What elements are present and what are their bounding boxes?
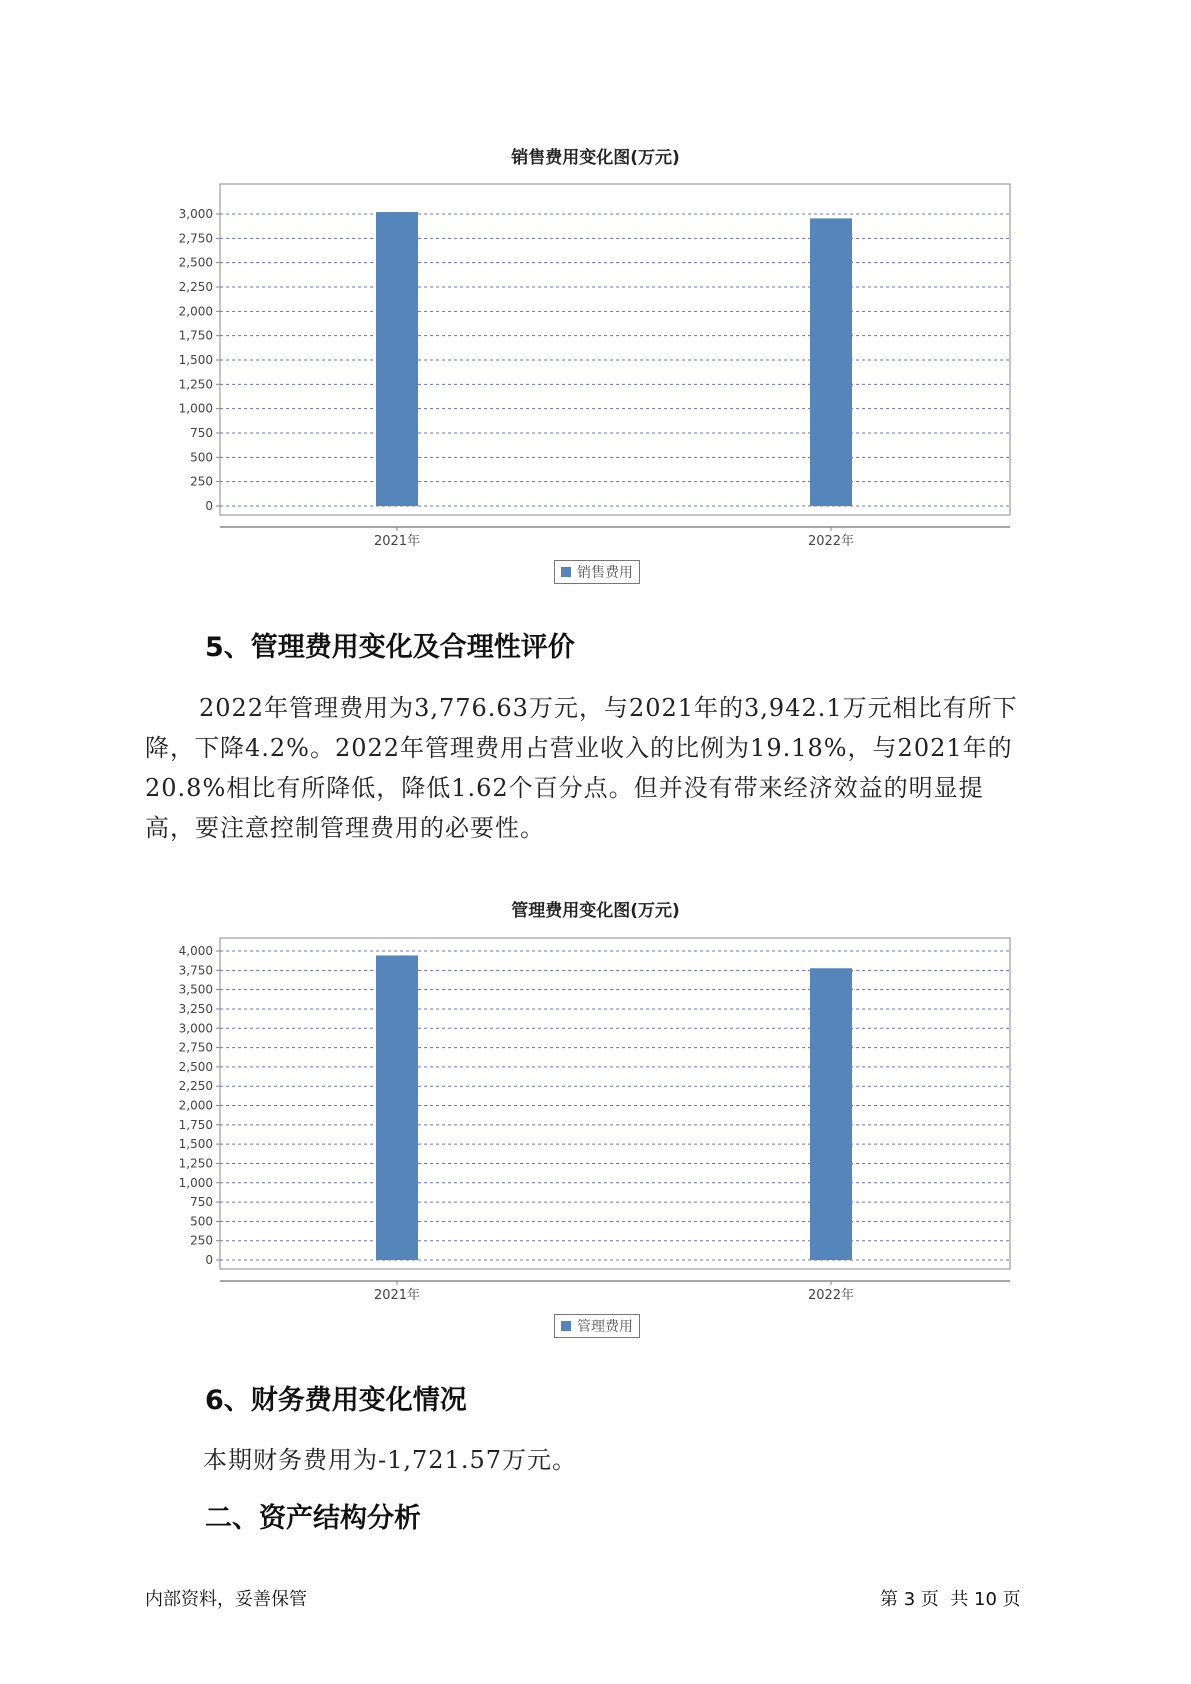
y-tick-label: 2,500 [178, 255, 213, 270]
y-tick-label: 1,750 [178, 328, 213, 343]
section-5-paragraph [145, 688, 1050, 848]
y-tick-label: 250 [190, 1233, 213, 1248]
legend-label-admin: 管理费用 [577, 1319, 633, 1335]
legend-swatch [561, 1321, 571, 1331]
paragraph-line: 本期财务费用为-1,721.57万元。 [203, 1446, 577, 1474]
y-tick-label: 1,250 [178, 1156, 213, 1171]
y-tick-label: 500 [190, 450, 213, 465]
y-tick-label: 2,250 [178, 280, 213, 294]
plot-area [220, 938, 1010, 1269]
paragraph-line: 2022年管理费用为3,776.63万元，与2021年的3,942.1万元相比有所下 [199, 694, 1018, 722]
y-tick-label: 0 [205, 499, 213, 513]
section-6-heading: 6、财务费用变化情况 [205, 1385, 467, 1416]
admin-expense-chart [0, 925, 1191, 1303]
y-tick-label: 3,250 [178, 1001, 213, 1016]
chart-title-sales: 销售费用变化图(万元) [511, 148, 680, 168]
bar-2021年 [376, 955, 418, 1260]
x-tick-label: 2022年 [807, 1288, 855, 1303]
y-tick-label: 0 [205, 1253, 213, 1267]
y-tick-label: 1,500 [178, 353, 213, 367]
y-tick-label: 1,750 [178, 1117, 213, 1132]
y-tick-label: 1,000 [178, 401, 213, 416]
x-tick-label: 2021年 [373, 534, 421, 549]
section-5-heading: 5、管理费用变化及合理性评价 [205, 632, 575, 663]
bar-2022年 [810, 218, 852, 506]
y-tick-label: 250 [190, 474, 213, 489]
section-6-paragraph [203, 1440, 1108, 1480]
footer-confidential: 内部资料，妥善保管 [145, 1589, 307, 1610]
legend-swatch [561, 567, 571, 577]
y-tick-label: 3,750 [178, 963, 213, 978]
sales-expense-chart [0, 170, 1191, 549]
y-tick-label: 2,000 [178, 1098, 213, 1113]
y-tick-label: 3,000 [178, 1021, 213, 1036]
y-tick-label: 750 [190, 426, 213, 440]
y-tick-label: 3,000 [178, 207, 213, 221]
y-tick-label: 500 [190, 1214, 213, 1229]
y-tick-label: 4,000 [178, 944, 213, 958]
y-tick-label: 1,000 [178, 1175, 213, 1190]
y-tick-label: 2,750 [178, 1040, 213, 1055]
y-tick-label: 750 [190, 1195, 213, 1210]
footer-page-number: 第 3 页 共 10 页 [880, 1589, 1021, 1610]
paragraph-line: 20.8%相比有所降低，降低1.62个百分点。但并没有带来经济效益的明显提 [145, 774, 984, 802]
plot-area [220, 184, 1010, 515]
y-tick-label: 1,250 [178, 377, 213, 392]
x-tick-label: 2022年 [807, 534, 855, 549]
bar-2022年 [810, 968, 852, 1260]
y-tick-label: 2,750 [178, 231, 213, 246]
chart-legend-sales [554, 560, 640, 584]
chart-legend-admin [554, 1314, 640, 1338]
section-two-heading: 二、资产结构分析 [205, 1503, 421, 1534]
y-tick-label: 1,500 [178, 1137, 213, 1152]
legend-label-sales: 销售费用 [577, 565, 633, 581]
bar-2021年 [376, 212, 418, 506]
chart-title-admin: 管理费用变化图(万元) [511, 901, 680, 921]
y-tick-label: 3,500 [178, 982, 213, 997]
y-tick-label: 2,000 [178, 304, 213, 319]
x-tick-label: 2021年 [373, 1288, 421, 1303]
y-tick-label: 2,500 [178, 1059, 213, 1074]
paragraph-line: 高，要注意控制管理费用的必要性。 [145, 814, 545, 842]
paragraph-line: 降，下降4.2%。2022年管理费用占营业收入的比例为19.18%，与2021年的 [145, 734, 1013, 762]
y-tick-label: 2,250 [178, 1079, 213, 1094]
